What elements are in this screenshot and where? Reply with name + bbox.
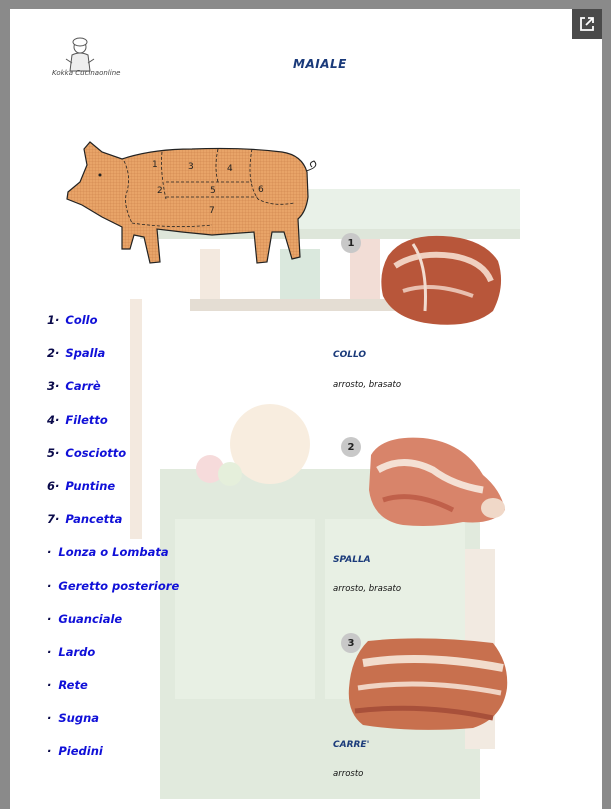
cut-number-badge: 1	[341, 233, 361, 253]
cut-card-carre	[333, 629, 513, 809]
list-item: · Rete	[47, 678, 88, 693]
open-external-icon	[579, 16, 595, 32]
list-item: · Sugna	[47, 711, 100, 726]
list-item: · Guanciale	[47, 611, 123, 626]
list-item: 5· Cosciotto	[47, 445, 127, 460]
cut-cooking-use: arrosto, brasato	[333, 584, 402, 594]
diagram-label-4: 4	[227, 164, 233, 174]
cut-card-collo	[333, 221, 513, 401]
page-title: MAIALE	[293, 57, 347, 71]
diagram-label-1: 1	[152, 160, 158, 170]
list-item: 3· Carrè	[47, 379, 101, 394]
open-external-button[interactable]	[572, 9, 602, 39]
diagram-label-5: 5	[210, 186, 216, 196]
logo-caption: Kokka Cucinaonline	[52, 69, 121, 77]
list-item: 4· Filetto	[47, 412, 108, 427]
cut-name: SPALLA	[333, 555, 371, 565]
collo-meat-image	[373, 226, 508, 331]
carre-meat-image	[343, 633, 513, 733]
list-item: · Piedini	[47, 744, 103, 759]
list-item: 7· Pancetta	[47, 512, 123, 527]
diagram-label-7: 7	[209, 206, 215, 216]
cut-number-badge: 3	[341, 633, 361, 653]
list-item: · Lonza o Lombata	[47, 545, 169, 560]
pig-cuts-diagram	[62, 137, 317, 272]
diagram-label-3: 3	[188, 162, 194, 172]
list-item: · Geretto posteriore	[47, 578, 180, 593]
document-page	[10, 9, 602, 809]
cut-card-spalla	[333, 425, 513, 605]
cut-cooking-use: arrosto	[333, 769, 364, 779]
cut-name: CARRE'	[333, 740, 370, 750]
list-item: · Lardo	[47, 644, 96, 659]
diagram-label-2: 2	[157, 186, 163, 196]
list-item: 1· Collo	[47, 313, 98, 327]
cut-number-badge: 2	[341, 437, 361, 457]
cut-cooking-use: arrosto, brasato	[333, 380, 402, 390]
cut-name: COLLO	[333, 350, 367, 360]
spalla-meat-image	[363, 430, 511, 530]
list-item: 6· Puntine	[47, 478, 116, 493]
list-item: 2· Spalla	[47, 346, 106, 361]
diagram-label-6: 6	[258, 185, 264, 195]
cuts-list	[47, 313, 179, 778]
